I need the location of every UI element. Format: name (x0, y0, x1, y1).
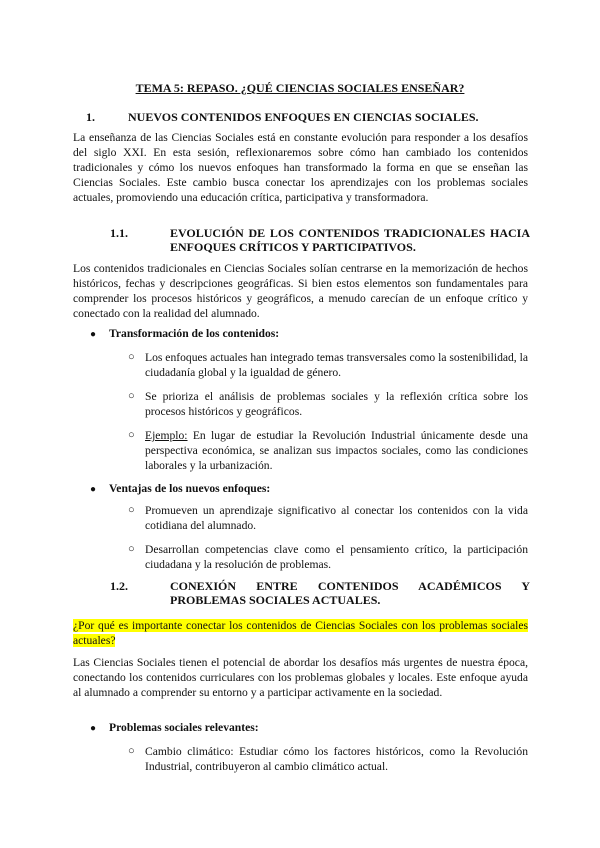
document-title: TEMA 5: REPASO. ¿QUÉ CIENCIAS SOCIALES ENSEÑAR? (135, 81, 465, 95)
circle-bullet-icon: ○ (128, 504, 135, 516)
bullet-label: Problemas sociales relevantes: (109, 721, 259, 734)
subsection-title: EVOLUCIÓN DE LOS CONTENIDOS TRADICIONALES HACIA ENFOQUES CRÍTICOS Y PARTICIPATIVOS. (170, 226, 530, 254)
list-item-text: Los enfoques actuales han integrado temas transversales como la sostenibilidad, la ciudadanía global y la igualdad de género. (145, 351, 528, 379)
sub-list-item (128, 350, 528, 380)
section-title: NUEVOS CONTENIDOS ENFOQUES EN CIENCIAS SOCIALES. (128, 110, 479, 124)
sub-list-item (128, 389, 528, 419)
bullet-icon: ● (90, 484, 97, 495)
sub-list-item (128, 744, 528, 774)
list-item-text: Promueven un aprendizaje significativo al conectar los contenidos con la vida cotidiana del alumnado. (145, 504, 528, 532)
highlight-text: ¿Por qué es importante conectar los contenidos de Ciencias Sociales con los problemas sociales actuales? (73, 619, 528, 647)
sub-list-item (128, 503, 528, 533)
circle-bullet-icon: ○ (128, 543, 135, 555)
list-item-text: Desarrollan competencias clave como el pensamiento crítico, la participación ciudadana y la resolución de problemas. (145, 543, 528, 571)
subsection-number: 1.2. (110, 579, 128, 593)
subsection-title: CONEXIÓN ENTRE CONTENIDOS ACADÉMICOS Y PROBLEMAS SOCIALES ACTUALES. (170, 579, 530, 607)
bullet-item (90, 481, 270, 497)
bullet-icon: ● (90, 723, 97, 734)
circle-bullet-icon: ○ (128, 390, 135, 402)
subsection-heading-2 (110, 579, 530, 607)
bullet-label: Transformación de los contenidos: (109, 327, 280, 340)
sub-list-item (128, 542, 528, 572)
subsection-paragraph: Las Ciencias Sociales tienen el potencial de abordar los desafíos más urgentes de nuestra época, conectando los contenidos curriculares con los problemas globales y locales. Este enfoque ayuda al alumnado a comprender su entorno y a participar activamente en la sociedad. (73, 656, 528, 699)
intro-paragraph: La enseñanza de las Ciencias Sociales está en constante evolución para responder a los desafíos del siglo XXI. En esta sesión, reflexionaremos sobre cómo han cambiado los contenidos tradicionales y cómo los nuevos enfoques han transformado la forma en que se enseñan las Ciencias Sociales. Este cambio busca conectar los aprendizajes con los problemas sociales actuales, promoviendo una educación crítica, participativa y transformadora. (73, 131, 528, 204)
circle-bullet-icon: ○ (128, 745, 135, 757)
list-item-text: Cambio climático: Estudiar cómo los factores históricos, como la Revolución Industrial, contribuyeron al cambio climático actual. (145, 745, 528, 773)
bullet-item (90, 720, 259, 736)
bullet-label: Ventajas de los nuevos enfoques: (109, 482, 271, 495)
bullet-item (90, 326, 279, 342)
highlighted-question (73, 618, 528, 648)
circle-bullet-icon: ○ (128, 351, 135, 363)
bullet-icon: ● (90, 329, 97, 340)
subsection-heading-1 (110, 226, 530, 254)
section-heading (86, 110, 479, 125)
circle-bullet-icon: ○ (128, 429, 135, 441)
section-number: 1. (86, 110, 95, 124)
sub-list-item (128, 428, 528, 473)
list-item-text (145, 428, 528, 473)
example-text: En lugar de estudiar la Revolución Industrial únicamente desde una perspectiva económica, se analizan sus impactos sociales, como las condiciones laborales y la urbanización. (145, 429, 528, 472)
list-item-text: Se prioriza el análisis de problemas sociales y la reflexión crítica sobre los procesos históricos y geográficos. (145, 390, 528, 418)
subsection-paragraph: Los contenidos tradicionales en Ciencias Sociales solían centrarse en la memorización de hechos históricos, fechas y descripciones geográficas. Si bien estos elementos son fundamentales para comprender los procesos históricos y geográficos, a menudo carecían de un enfoque crítico y conectado con la realidad del alumnado. (73, 262, 528, 320)
subsection-number: 1.1. (110, 226, 128, 240)
example-label: Ejemplo: (145, 429, 188, 442)
